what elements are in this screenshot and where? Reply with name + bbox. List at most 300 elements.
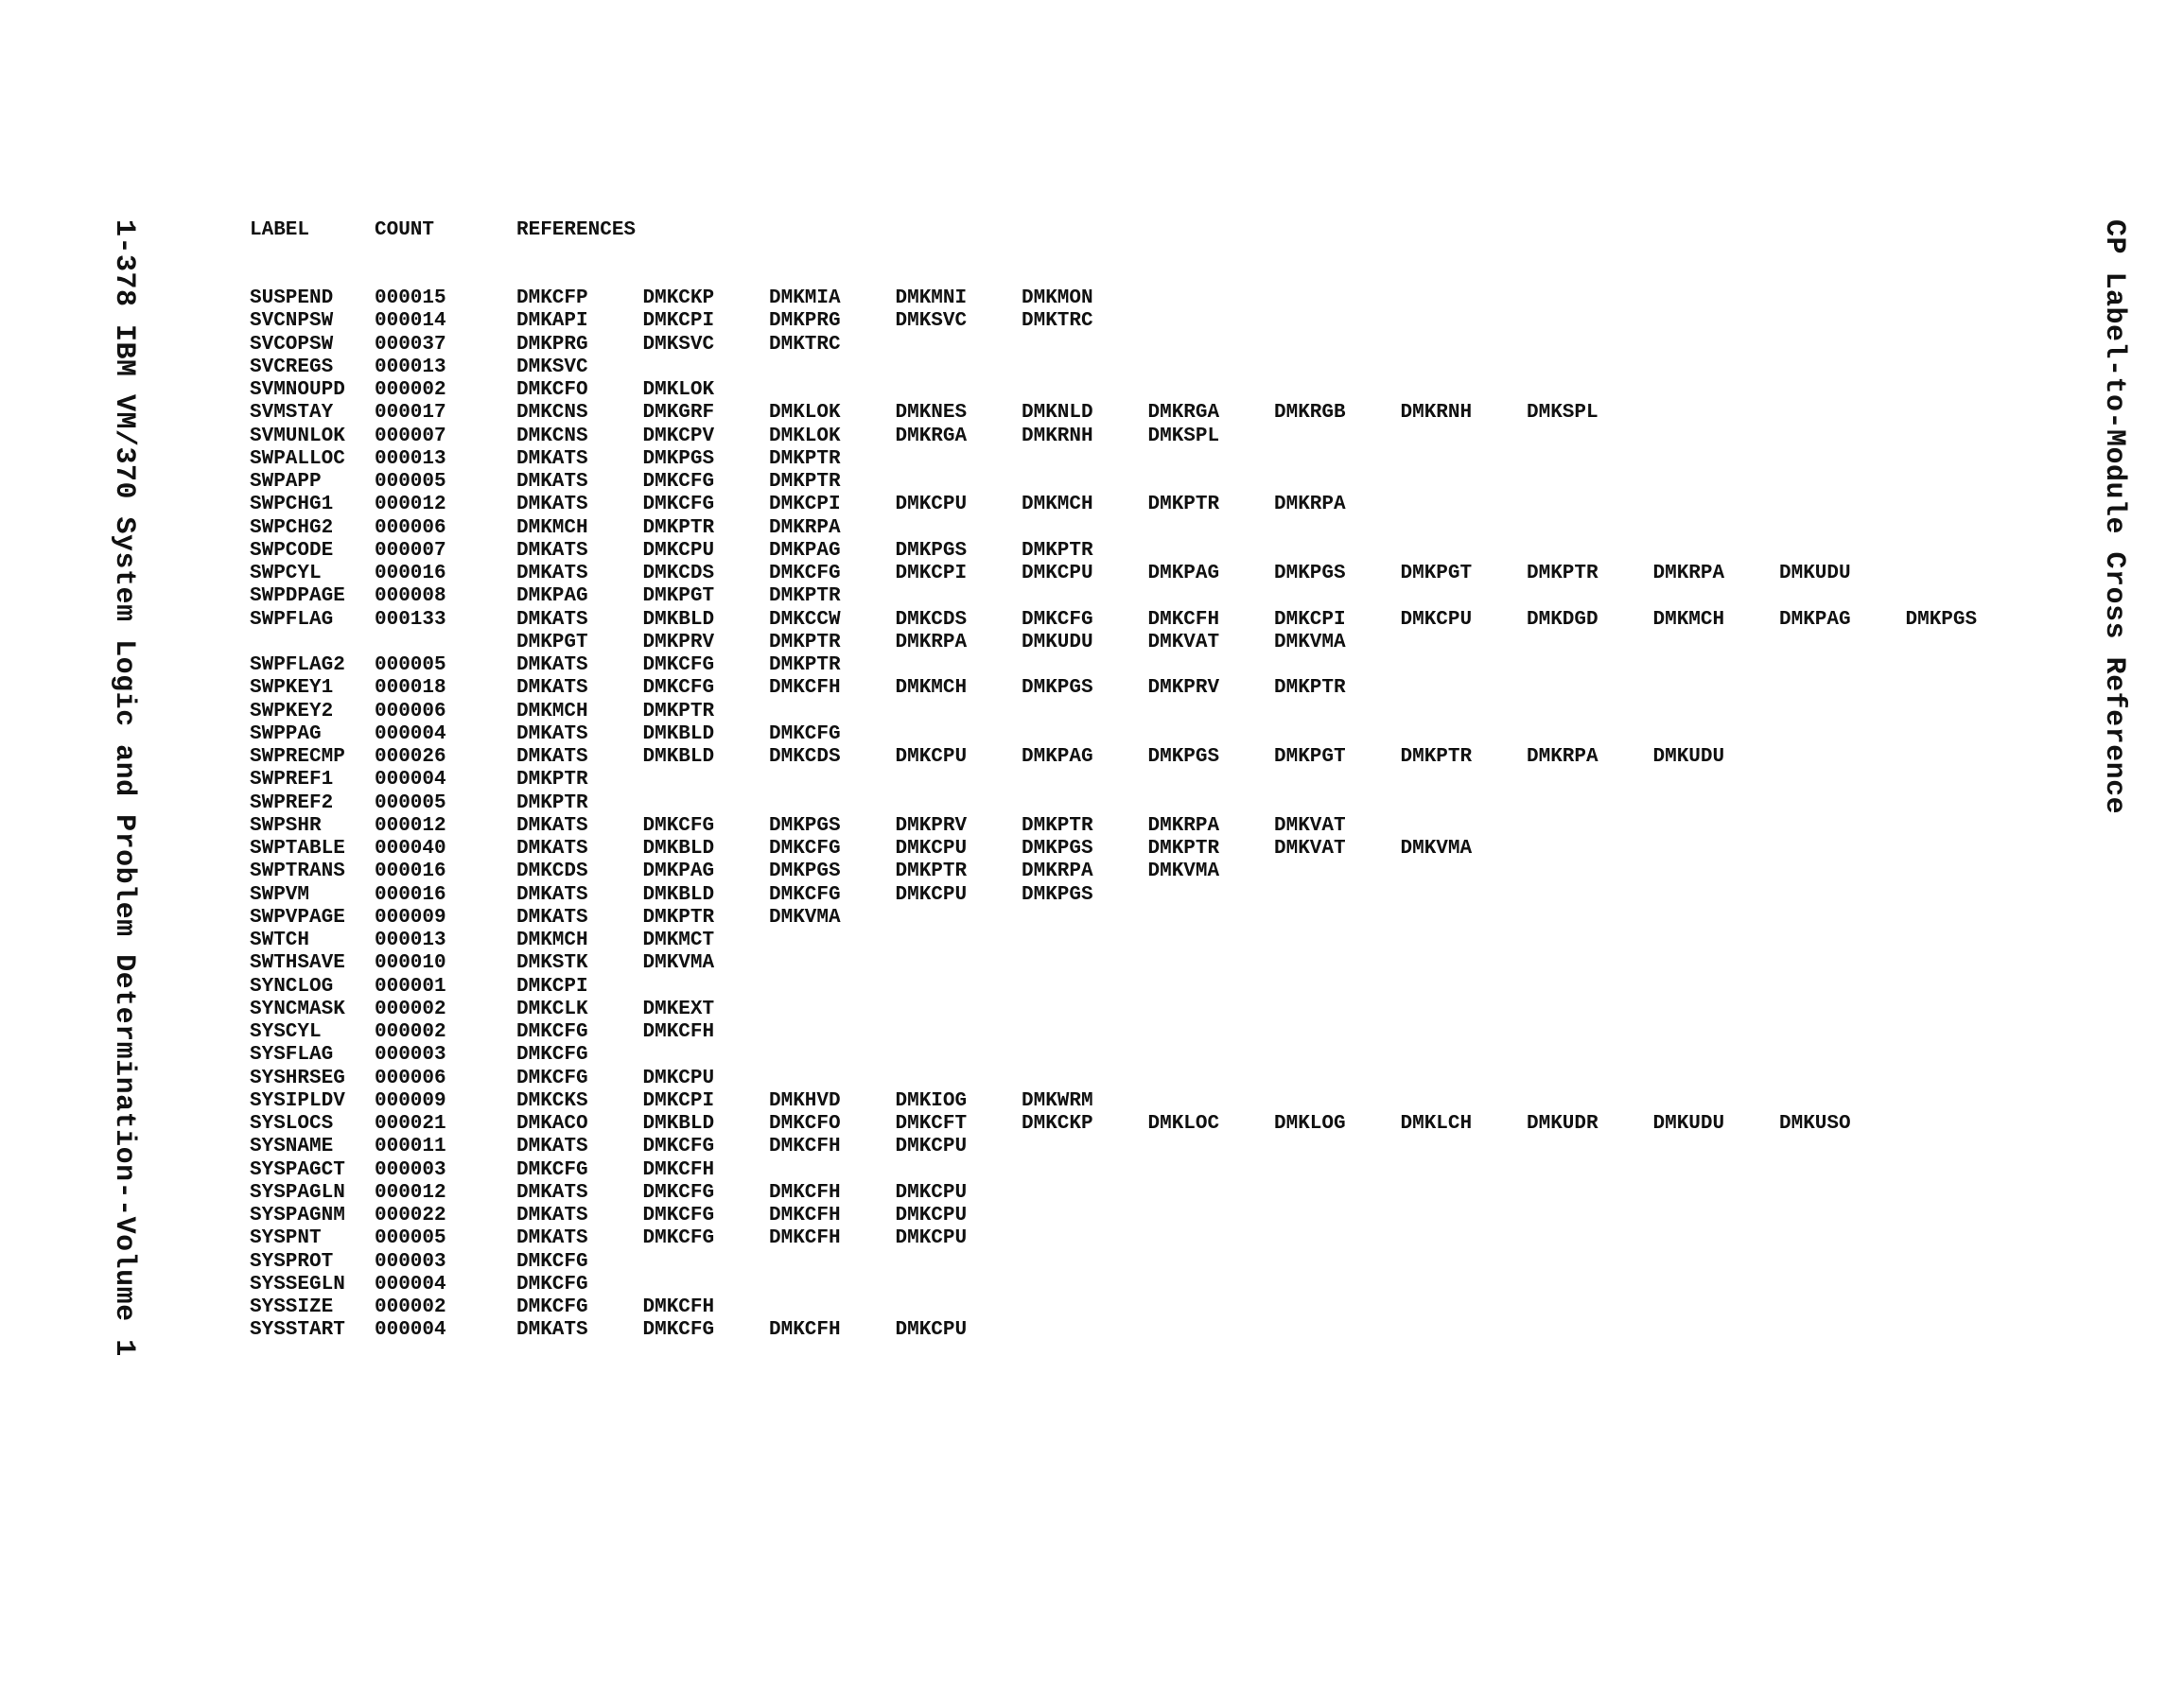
row-count: 000009 (375, 906, 446, 929)
row-reference: DMKCDS (895, 608, 968, 631)
row-reference: DMKLOK (769, 402, 841, 425)
row-reference: DMKMCH (516, 516, 588, 539)
row-reference: DMKCFH (1147, 608, 1220, 631)
row-label: SVCOPSW (250, 333, 334, 356)
row-count: 000005 (375, 471, 446, 493)
row-reference: DMKPRV (642, 631, 715, 653)
row-label: SWPCODE (250, 539, 334, 562)
row-reference: DMKUDU (1022, 631, 1093, 653)
table-row (250, 402, 2047, 425)
row-label: SYNCLOG (250, 975, 334, 998)
row-reference: DMKCPV (642, 425, 715, 447)
row-reference: DMKATS (516, 883, 588, 906)
row-reference: DMKCFG (769, 883, 841, 906)
row-label: SWPCHG1 (250, 494, 334, 516)
table-row (250, 471, 2047, 494)
table-row (250, 976, 2047, 999)
row-label: SYSPAGCT (250, 1158, 345, 1181)
row-count: 000040 (375, 838, 446, 860)
row-reference: DMKHVD (769, 1089, 841, 1112)
row-reference: DMKRPA (1022, 861, 1093, 883)
row-reference: DMKCKP (1022, 1113, 1093, 1135)
row-reference: DMKPGT (1274, 746, 1346, 768)
row-reference: DMKPAG (1779, 608, 1851, 631)
row-reference: DMKCFH (769, 1181, 841, 1204)
row-reference: DMKCFH (642, 1021, 715, 1043)
row-count: 000005 (375, 791, 446, 814)
row-reference: DMKCPI (1274, 608, 1346, 631)
row-reference: DMKBLD (642, 838, 715, 860)
row-reference: DMKPTR (1022, 814, 1093, 837)
row-reference: DMKATS (516, 654, 588, 676)
table-row (250, 884, 2047, 907)
table-row (250, 792, 2047, 815)
row-label: SWPVM (250, 883, 310, 906)
row-count: 000013 (375, 447, 446, 470)
row-reference: DMKSVC (895, 310, 968, 333)
row-count: 000005 (375, 1227, 446, 1250)
row-reference: DMKPRV (895, 814, 968, 837)
row-reference: DMKATS (516, 539, 588, 562)
row-count: 000006 (375, 1067, 446, 1089)
row-reference: DMKCKP (642, 287, 715, 309)
table-row (250, 1068, 2047, 1090)
row-reference: DMKCPU (895, 746, 968, 768)
row-reference: DMKCFG (516, 1021, 588, 1043)
row-reference: DMKSTK (516, 952, 588, 975)
row-count: 000003 (375, 1158, 446, 1181)
row-reference: DMKVMA (642, 952, 715, 975)
row-reference: DMKPTR (769, 585, 841, 608)
row-reference: DMKCFT (895, 1113, 968, 1135)
row-reference: DMKCFG (642, 471, 715, 493)
row-reference: DMKCFG (642, 1319, 715, 1342)
row-reference: DMKRPA (895, 631, 968, 653)
row-reference: DMKCFG (769, 563, 841, 584)
table-row (250, 1296, 2047, 1319)
table-row (250, 357, 2047, 379)
row-reference: DMKGRF (642, 402, 715, 425)
row-reference: DMKCFG (642, 1181, 715, 1204)
row-reference: DMKCFH (769, 1319, 841, 1342)
row-count: 000003 (375, 1044, 446, 1067)
table-row (250, 930, 2047, 952)
row-reference: DMKPAG (642, 861, 715, 883)
row-reference: DMKATS (516, 494, 588, 516)
row-reference: DMKMCH (895, 677, 968, 700)
row-reference: DMKPGS (769, 814, 841, 837)
cross-reference-table (250, 219, 2047, 1343)
row-reference: DMKCCW (769, 608, 841, 631)
row-label: SWPSHR (250, 814, 322, 837)
row-count: 000005 (375, 654, 446, 676)
row-reference: DMKATS (516, 814, 588, 837)
row-count: 000002 (375, 1296, 446, 1318)
row-reference: DMKATS (516, 608, 588, 631)
header-count: COUNT (375, 219, 435, 241)
table-row (250, 1136, 2047, 1158)
row-reference: DMKATS (516, 1136, 588, 1158)
row-count: 000012 (375, 814, 446, 837)
row-reference: DMKPGS (1022, 883, 1093, 906)
row-label: SWTCH (250, 930, 310, 951)
row-label: SYSLOCS (250, 1113, 334, 1135)
row-count: 000006 (375, 700, 446, 722)
row-reference: DMKCFO (516, 379, 588, 401)
row-reference: DMKPAG (769, 539, 841, 562)
row-reference: DMKMCH (1652, 608, 1725, 631)
row-label: SWPAPP (250, 471, 322, 493)
row-label: SWPFLAG2 (250, 654, 345, 676)
table-row (250, 1205, 2047, 1227)
row-reference: DMKVMA (1274, 631, 1346, 653)
row-count: 000037 (375, 333, 446, 356)
row-reference: DMKMON (1022, 287, 1093, 309)
row-reference: DMKNES (895, 402, 968, 425)
row-reference: DMKPTR (642, 516, 715, 539)
header-references: REFERENCES (516, 219, 637, 241)
row-label: SYSSTART (250, 1319, 345, 1342)
table-row (250, 540, 2047, 563)
header-spacer (250, 242, 2047, 287)
row-reference: DMKCNS (516, 402, 588, 425)
row-label: SYSNAME (250, 1136, 334, 1158)
running-head-left: 1-378 IBM VM/370 System Logic and Problem Determination--Volume 1 (108, 219, 140, 1357)
row-reference: DMKPTR (769, 631, 841, 653)
row-label: SYSSEGLN (250, 1273, 345, 1296)
table-row (250, 1021, 2047, 1044)
table-row (250, 426, 2047, 448)
row-reference: DMKMNI (895, 287, 968, 309)
row-label: SWPPAG (250, 722, 322, 745)
table-row (250, 952, 2047, 975)
table-row (250, 1090, 2047, 1113)
row-reference: DMKMCH (516, 700, 588, 722)
row-label: SYSPAGLN (250, 1181, 345, 1204)
row-reference: DMKCPI (769, 494, 841, 516)
row-reference: DMKCPI (642, 310, 715, 333)
row-reference: DMKLOK (642, 379, 715, 401)
row-label: SYSCYL (250, 1021, 322, 1043)
row-reference: DMKCPU (895, 1205, 968, 1226)
row-reference: DMKPGS (642, 447, 715, 470)
table-row (250, 448, 2047, 471)
row-reference: DMKUDU (1779, 563, 1851, 584)
row-reference: DMKCPU (1400, 608, 1473, 631)
row-reference: DMKPTR (642, 906, 715, 929)
table-row (250, 1227, 2047, 1250)
row-label: SWPALLOC (250, 447, 345, 470)
row-reference: DMKATS (516, 746, 588, 768)
row-reference: DMKVAT (1274, 838, 1346, 860)
row-reference: DMKRPA (769, 516, 841, 539)
row-reference: DMKVMA (769, 906, 841, 929)
row-label: SWPVPAGE (250, 906, 345, 929)
row-reference: DMKPTR (1147, 494, 1220, 516)
row-reference: DMKSVC (642, 333, 715, 356)
row-reference: DMKPTR (1022, 539, 1093, 562)
row-count: 000002 (375, 1021, 446, 1043)
row-count: 000022 (375, 1205, 446, 1226)
row-reference: DMKCPI (895, 563, 968, 584)
row-count: 000018 (375, 677, 446, 700)
row-reference: DMKTRC (769, 333, 841, 356)
row-label: SYSFLAG (250, 1044, 334, 1067)
row-count: 000004 (375, 1273, 446, 1296)
row-reference: DMKVMA (1147, 861, 1220, 883)
row-reference: DMKCFO (769, 1113, 841, 1135)
table-row (250, 609, 2047, 632)
row-reference: DMKPTR (1527, 563, 1599, 584)
row-count: 000026 (375, 746, 446, 768)
row-reference: DMKCPU (895, 1227, 968, 1250)
table-row (250, 907, 2047, 930)
row-reference: DMKUDU (1652, 746, 1725, 768)
table-row (250, 310, 2047, 333)
row-reference: DMKCFH (769, 1205, 841, 1226)
row-reference: DMKMIA (769, 287, 841, 309)
row-reference: DMKCDS (769, 746, 841, 768)
row-label: SVMSTAY (250, 402, 334, 425)
row-reference: DMKCDS (642, 563, 715, 584)
row-label: SYSPROT (250, 1250, 334, 1273)
row-reference: DMKBLD (642, 883, 715, 906)
row-reference: DMKCDS (516, 861, 588, 883)
row-label: SVCNPSW (250, 310, 334, 333)
row-label: SVCREGS (250, 356, 334, 378)
table-row (250, 654, 2047, 677)
row-reference: DMKCPU (895, 1181, 968, 1204)
row-reference: DMKRGA (1147, 402, 1220, 425)
row-reference: DMKPTR (1400, 746, 1473, 768)
row-count: 000013 (375, 930, 446, 951)
row-reference: DMKCLK (516, 998, 588, 1020)
row-count: 000001 (375, 975, 446, 998)
row-reference: DMKATS (516, 677, 588, 700)
table-row (250, 585, 2047, 608)
table-row (250, 494, 2047, 516)
row-count: 000002 (375, 998, 446, 1020)
row-count: 000021 (375, 1113, 446, 1135)
row-reference: DMKMCT (642, 930, 715, 951)
table-row (250, 677, 2047, 700)
table-row (250, 1159, 2047, 1182)
row-count: 000009 (375, 1089, 446, 1112)
row-reference: DMKRNH (1022, 425, 1093, 447)
row-count: 000012 (375, 494, 446, 516)
row-reference: DMKSVC (516, 356, 588, 378)
row-count: 000016 (375, 563, 446, 584)
row-reference: DMKPRG (769, 310, 841, 333)
row-reference: DMKCPU (895, 1319, 968, 1342)
row-reference: DMKBLD (642, 722, 715, 745)
table-row (250, 334, 2047, 357)
row-label: SVMUNLOK (250, 425, 345, 447)
table-row (250, 1319, 2047, 1342)
row-reference: DMKACO (516, 1113, 588, 1135)
row-reference: DMKCFG (642, 1205, 715, 1226)
row-reference: DMKCFG (642, 1136, 715, 1158)
row-reference: DMKPTR (516, 769, 588, 791)
row-reference: DMKATS (516, 906, 588, 929)
row-reference: DMKCFH (642, 1296, 715, 1318)
row-reference: DMKPGS (769, 861, 841, 883)
table-row (250, 563, 2047, 585)
row-label: SWPTABLE (250, 838, 345, 860)
row-reference: DMKPTR (895, 861, 968, 883)
row-reference: DMKTRC (1022, 310, 1093, 333)
row-label: SWPDPAGE (250, 585, 345, 608)
row-count: 000014 (375, 310, 446, 333)
row-reference: DMKCPI (642, 1089, 715, 1112)
row-reference: DMKATS (516, 1227, 588, 1250)
row-reference: DMKCFG (516, 1158, 588, 1181)
row-label: SWPKEY2 (250, 700, 334, 722)
row-reference: DMKLCH (1400, 1113, 1473, 1135)
row-reference: DMKNLD (1022, 402, 1093, 425)
row-label: SWTHSAVE (250, 952, 345, 975)
row-reference: DMKATS (516, 722, 588, 745)
table-row (250, 1251, 2047, 1274)
row-reference: DMKEXT (642, 998, 715, 1020)
row-reference: DMKLOC (1147, 1113, 1220, 1135)
row-reference: DMKLOK (769, 425, 841, 447)
row-count: 000013 (375, 356, 446, 378)
row-count: 000003 (375, 1250, 446, 1273)
row-count: 000002 (375, 379, 446, 401)
row-reference: DMKSPL (1527, 402, 1599, 425)
row-reference: DMKRPA (1652, 563, 1725, 584)
row-reference: DMKCFG (516, 1250, 588, 1273)
table-header (250, 219, 2047, 242)
header-label: LABEL (250, 219, 310, 241)
row-reference: DMKRPA (1274, 494, 1346, 516)
row-reference: DMKUDR (1527, 1113, 1599, 1135)
row-label: SVMNOUPD (250, 379, 345, 401)
row-reference: DMKPTR (769, 471, 841, 493)
row-reference: DMKPTR (516, 791, 588, 814)
row-reference: DMKCPU (642, 539, 715, 562)
row-reference: DMKCFG (642, 814, 715, 837)
row-reference: DMKCPU (1022, 563, 1093, 584)
row-reference: DMKPTR (642, 700, 715, 722)
row-reference: DMKSPL (1147, 425, 1220, 447)
row-reference: DMKCPU (895, 838, 968, 860)
row-count: 000016 (375, 883, 446, 906)
row-reference: DMKVAT (1274, 814, 1346, 837)
row-label: SWPCYL (250, 563, 322, 584)
row-reference: DMKIOG (895, 1089, 968, 1112)
row-reference: DMKVAT (1147, 631, 1220, 653)
row-reference: DMKCFG (642, 494, 715, 516)
row-reference: DMKLOG (1274, 1113, 1346, 1135)
table-row (250, 1274, 2047, 1296)
row-label: SWPFLAG (250, 608, 334, 631)
row-reference: DMKPGT (516, 631, 588, 653)
row-label: SYSPNT (250, 1227, 322, 1250)
row-reference: DMKPAG (516, 585, 588, 608)
row-reference: DMKCNS (516, 425, 588, 447)
row-label: SWPRECMP (250, 746, 345, 768)
row-reference: DMKDGD (1527, 608, 1599, 631)
row-label: SWPTRANS (250, 861, 345, 883)
table-row (250, 815, 2047, 838)
row-reference: DMKPTR (1274, 677, 1346, 700)
row-count: 000010 (375, 952, 446, 975)
table-row (250, 746, 2047, 769)
table-row (250, 1113, 2047, 1136)
row-reference: DMKATS (516, 471, 588, 493)
row-reference: DMKCPI (516, 975, 588, 998)
row-reference: DMKATS (516, 1319, 588, 1342)
row-reference: DMKPGT (642, 585, 715, 608)
row-reference: DMKMCH (516, 930, 588, 951)
table-row (250, 999, 2047, 1021)
row-reference: DMKPTR (769, 447, 841, 470)
row-label: SYNCMASK (250, 998, 345, 1020)
row-count: 000004 (375, 769, 446, 791)
row-label: SWPREF2 (250, 791, 334, 814)
table-row (250, 838, 2047, 861)
row-reference: DMKRPA (1527, 746, 1599, 768)
row-reference: DMKPAG (1147, 563, 1220, 584)
row-reference: DMKPGS (1022, 838, 1093, 860)
row-reference: DMKCFG (769, 722, 841, 745)
table-row (250, 701, 2047, 723)
row-reference: DMKPTR (1147, 838, 1220, 860)
row-reference: DMKCFG (642, 1227, 715, 1250)
table-row (250, 517, 2047, 540)
running-head-right: CP Label-to-Module Cross Reference (2098, 219, 2130, 815)
table-row (250, 1182, 2047, 1205)
row-count: 000007 (375, 425, 446, 447)
row-count: 000016 (375, 861, 446, 883)
row-label: SWPKEY1 (250, 677, 334, 700)
row-reference: DMKRNH (1400, 402, 1473, 425)
row-label: SYSSIZE (250, 1296, 334, 1318)
row-count: 000007 (375, 539, 446, 562)
table-row (250, 861, 2047, 883)
row-reference: DMKAPI (516, 310, 588, 333)
row-reference: DMKCKS (516, 1089, 588, 1112)
row-reference: DMKPRG (516, 333, 588, 356)
row-reference: DMKCFG (516, 1067, 588, 1089)
table-body (250, 287, 2047, 1343)
row-count: 000015 (375, 287, 446, 309)
row-reference: DMKCFH (769, 677, 841, 700)
row-reference: DMKUDU (1652, 1113, 1725, 1135)
row-reference: DMKATS (516, 447, 588, 470)
row-reference: DMKCPU (895, 883, 968, 906)
row-reference: DMKCFG (1022, 608, 1093, 631)
table-row (250, 287, 2047, 310)
row-reference: DMKCFP (516, 287, 588, 309)
row-reference: DMKATS (516, 563, 588, 584)
row-reference: DMKCFG (516, 1273, 588, 1296)
row-reference: DMKUSO (1779, 1113, 1851, 1135)
row-reference: DMKPGS (1905, 608, 1978, 631)
row-reference: DMKCFH (769, 1136, 841, 1158)
row-reference: DMKATS (516, 1205, 588, 1226)
table-row (250, 379, 2047, 402)
row-count: 000133 (375, 608, 446, 631)
row-reference: DMKCFG (516, 1296, 588, 1318)
row-reference: DMKMCH (1022, 494, 1093, 516)
row-reference: DMKCFH (769, 1227, 841, 1250)
row-reference: DMKCFG (516, 1044, 588, 1067)
row-reference: DMKRGA (895, 425, 968, 447)
row-reference: DMKPTR (769, 654, 841, 676)
